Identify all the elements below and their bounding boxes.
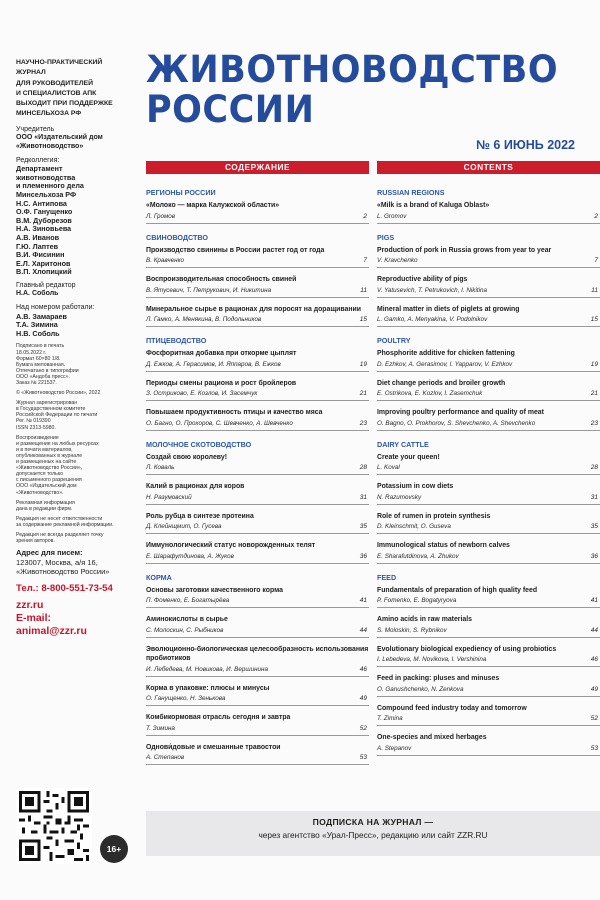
article-page-number: 52 bbox=[590, 715, 598, 723]
founder-block bbox=[16, 126, 134, 152]
article-title: Воспроизводительная способность свиней bbox=[146, 276, 297, 283]
text-line: Журнал зарегистрирован bbox=[16, 400, 78, 407]
article-page-number: 53 bbox=[359, 754, 367, 762]
article-authors: A. Stepanov bbox=[377, 744, 412, 752]
article-authors: Т. Зимина bbox=[146, 724, 175, 732]
text-line: О.Ф. Ганущенко bbox=[16, 207, 73, 217]
staff-list bbox=[16, 313, 134, 339]
text-line: животноводства bbox=[16, 172, 76, 182]
article-title: Основы заготовки качественного корма bbox=[146, 586, 283, 594]
article-page-number: 53 bbox=[590, 744, 598, 752]
article-authors: N. Razumovsky bbox=[377, 493, 422, 501]
section-title: ПТИЦЕВОДСТВО bbox=[146, 336, 207, 345]
text-line: Редакция не всегда разделяет точку bbox=[16, 531, 104, 538]
toc-article[interactable] bbox=[146, 303, 369, 328]
subscription-text: через агентство «Урал-Пресс», редакцию или сайт ZZR.RU bbox=[258, 830, 488, 840]
disclaimer-authors bbox=[16, 532, 134, 544]
article-authors: E. Ostrikova, E. Kozlov, I. Zasemchuk bbox=[377, 390, 483, 398]
article-authors: Д. Ежков, А. Герасимов, И. Яппаров, В. Ежков bbox=[146, 360, 281, 368]
toc-section bbox=[377, 233, 600, 328]
address-label: Адрес для писем: bbox=[16, 548, 83, 558]
toc-article[interactable] bbox=[377, 539, 600, 564]
section-title: FEED bbox=[377, 572, 397, 582]
text-line: Т.А. Зимина bbox=[16, 320, 58, 330]
article-page-number: 7 bbox=[363, 257, 367, 265]
text-line: 18.05.2022 г. bbox=[16, 349, 47, 356]
toc-article[interactable] bbox=[146, 711, 369, 736]
toc-article[interactable] bbox=[377, 199, 600, 224]
article-page-number: 41 bbox=[590, 597, 598, 605]
toc-article[interactable] bbox=[146, 741, 369, 766]
article-page-number: 49 bbox=[590, 685, 598, 693]
text-line: ООО «Андоба пресс». bbox=[16, 373, 70, 380]
email-label: E-mail: bbox=[16, 612, 52, 625]
article-page-number: 11 bbox=[591, 286, 598, 294]
article-title: Evolutionary biological expediency of using probiotics bbox=[377, 645, 557, 653]
article-authors: L. Gamko, A. Menyakina, V. Podolnikov bbox=[377, 316, 488, 324]
section-title: PIGS bbox=[377, 232, 395, 242]
article-page-number: 2 bbox=[594, 212, 598, 220]
article-page-number: 31 bbox=[590, 493, 598, 501]
text-line: Департамент bbox=[16, 164, 63, 174]
article-authors: L. Gromov bbox=[377, 212, 407, 220]
article-authors: D. Ezhkov, A. Gerasimov, I. Yapparov, V. Ezhkov bbox=[377, 360, 513, 368]
article-title: Mineral matter in diets of piglets at growing bbox=[377, 305, 520, 313]
toc-article[interactable] bbox=[146, 273, 369, 298]
article-title: Feed in packing: pluses and minuses bbox=[377, 675, 500, 682]
masthead-column bbox=[16, 58, 134, 638]
text-line: Отпечатано в типографии bbox=[16, 367, 79, 374]
founder-value bbox=[16, 134, 134, 151]
article-authors: В. Ятусевич, Т. Петрукович, И. Никитина bbox=[146, 286, 272, 294]
article-page-number: 35 bbox=[359, 523, 367, 531]
article-title: Amino acids in raw materials bbox=[377, 616, 472, 623]
issue-number: № 6 ИЮНЬ 2022 bbox=[476, 138, 575, 152]
text-line: Российской Федерации по печати bbox=[16, 412, 98, 419]
toc-article[interactable] bbox=[146, 451, 369, 476]
toc-article[interactable] bbox=[146, 584, 369, 609]
article-authors: T. Zimina bbox=[377, 715, 403, 723]
contents-heading-en: CONTENTS bbox=[377, 161, 600, 174]
article-page-number: 36 bbox=[590, 552, 598, 560]
toc-section bbox=[146, 573, 369, 766]
address-lines bbox=[16, 558, 134, 577]
magazine-title bbox=[146, 50, 558, 131]
section-title: DAIRY CATTLE bbox=[377, 439, 429, 449]
toc-article[interactable] bbox=[377, 303, 600, 328]
toc-section bbox=[146, 336, 369, 431]
text-line: допускается только bbox=[16, 471, 64, 478]
article-page-number: 23 bbox=[590, 419, 598, 427]
text-line: Е.Л. Харитонов bbox=[16, 258, 71, 268]
staff-label: Над номером работали: bbox=[16, 304, 95, 312]
article-page-number: 49 bbox=[359, 695, 367, 703]
board-label: Редколлегия: bbox=[16, 156, 60, 164]
board-members bbox=[16, 165, 134, 277]
text-line: И СПЕЦИАЛИСТОВ АПК bbox=[16, 89, 97, 97]
text-line: А.В. Иванов bbox=[16, 232, 60, 242]
article-title: Эволюционно-биологическая целесообразность использования пробиотиков bbox=[146, 645, 369, 663]
article-authors: З. Остриково, Е. Козлов, И. Засемчук bbox=[146, 390, 258, 398]
contents-russian bbox=[146, 161, 369, 774]
registration-info bbox=[16, 400, 134, 430]
toc-article[interactable] bbox=[146, 406, 369, 431]
toc-article[interactable] bbox=[377, 702, 600, 727]
article-page-number: 21 bbox=[359, 390, 367, 398]
article-authors: С. Молоскин, С. Рыбников bbox=[146, 626, 224, 634]
text-line: Рег. № 019390 bbox=[16, 418, 51, 425]
toc-article[interactable] bbox=[377, 672, 600, 697]
article-authors: Л. Громов bbox=[146, 212, 176, 220]
text-line: В.П. Хлопицкий bbox=[16, 267, 72, 277]
text-line: «Животноводство России» bbox=[16, 567, 110, 577]
section-title: РЕГИОНЫ РОССИИ bbox=[146, 188, 216, 197]
toc-article[interactable] bbox=[377, 347, 600, 372]
text-line: дана в редакции фирм. bbox=[16, 505, 73, 512]
text-line: Минсельхоза РФ bbox=[16, 189, 77, 199]
toc-article[interactable] bbox=[377, 731, 600, 756]
sections-ru bbox=[146, 188, 369, 765]
article-title: Role of rumen in protein synthesis bbox=[377, 512, 491, 520]
text-line: с письменного разрешения bbox=[16, 477, 82, 484]
text-line: Рекламная информация bbox=[16, 499, 75, 506]
toc-article[interactable] bbox=[377, 510, 600, 535]
article-title: Производство свинины в России растет год от года bbox=[146, 246, 325, 254]
toc-section bbox=[377, 573, 600, 756]
issue-staff bbox=[16, 304, 134, 338]
article-title: Периоды смены рациона и рост бройлеров bbox=[146, 379, 297, 387]
text-line: ISSN 2313-5980. bbox=[16, 424, 56, 431]
title-line-2: РОССИИ bbox=[146, 89, 315, 132]
article-title: Калий в рационах для коров bbox=[146, 483, 245, 490]
article-page-number: 52 bbox=[359, 724, 367, 732]
article-page-number: 28 bbox=[359, 464, 367, 472]
article-authors: L. Koval bbox=[377, 464, 400, 472]
article-authors: Д. Клейнщмит, О. Гусева bbox=[146, 523, 222, 531]
article-title: Create your queen! bbox=[377, 453, 440, 461]
article-authors: V. Kravchenko bbox=[377, 257, 418, 265]
article-page-number: 2 bbox=[363, 212, 367, 220]
text-line: «Животноводство России», bbox=[16, 465, 83, 472]
toc-section bbox=[146, 188, 369, 224]
article-title: Комбикормовая отрасль сегодня и завтра bbox=[146, 714, 291, 722]
text-line: Н.С. Антипова bbox=[16, 198, 67, 208]
toc-article[interactable] bbox=[377, 377, 600, 402]
reprint-notice bbox=[16, 435, 134, 496]
print-info bbox=[16, 343, 134, 386]
text-line: Воспроизведение bbox=[16, 434, 59, 441]
toc-section bbox=[146, 440, 369, 564]
text-line: ЖУРНАЛ bbox=[16, 69, 46, 77]
article-title: Корма в упаковке: плюсы и минусы bbox=[146, 684, 270, 692]
section-title: КОРМА bbox=[146, 572, 172, 582]
text-line: Н.А. Зиновьева bbox=[16, 224, 72, 234]
article-authors: S. Moloskin, S. Rybnikov bbox=[377, 626, 447, 634]
article-authors: А. Степанов bbox=[146, 754, 185, 762]
toc-article[interactable] bbox=[146, 510, 369, 535]
toc-article[interactable] bbox=[146, 347, 369, 372]
article-title: Однови́довые и смешанные травостои bbox=[146, 743, 281, 751]
text-line: Бумага мелованная. bbox=[16, 361, 66, 368]
article-title: Compound feed industry today and tomorrow bbox=[377, 704, 527, 712]
article-authors: O. Ganushchenko, N. Zenkova bbox=[377, 685, 464, 693]
toc-article[interactable] bbox=[377, 613, 600, 638]
text-line: Редакция не несет ответственности bbox=[16, 515, 103, 522]
chief-editor bbox=[16, 282, 134, 299]
text-line: в Государственном комитете bbox=[16, 406, 86, 413]
subscription-title: ПОДПИСКА НА ЖУРНАЛ — bbox=[312, 817, 434, 827]
article-page-number: 15 bbox=[359, 316, 367, 324]
toc-article[interactable] bbox=[146, 244, 369, 269]
editor-name: Н.А. Соболь bbox=[16, 290, 59, 298]
article-authors: E. Sharafutdinova, A. Zhukov bbox=[377, 552, 459, 560]
text-line: НАУЧНО-ПРАКТИЧЕСКИЙ bbox=[16, 59, 103, 66]
ads-notice bbox=[16, 500, 134, 512]
phone-number: Тел.: 8-800-551-73-54 bbox=[16, 582, 113, 594]
article-title: Reproductive ability of pigs bbox=[377, 276, 468, 283]
article-title: Potassium in cow diets bbox=[377, 483, 454, 490]
sections-en bbox=[377, 188, 600, 756]
article-title: One-species and mixed herbages bbox=[377, 734, 487, 741]
text-line: ООО «Издательский дом bbox=[16, 134, 103, 142]
article-authors: Н. Разумовский bbox=[146, 493, 192, 501]
text-line: Г.Ю. Лаптев bbox=[16, 241, 59, 251]
toc-article[interactable] bbox=[146, 377, 369, 402]
contents-english bbox=[377, 161, 600, 765]
toc-article[interactable] bbox=[146, 199, 369, 224]
article-page-number: 36 bbox=[359, 552, 367, 560]
article-title: Diet change periods and broiler growth bbox=[377, 379, 506, 387]
text-line: «Животноводство» bbox=[16, 142, 84, 150]
qr-code-icon[interactable] bbox=[16, 788, 92, 864]
email-link[interactable]: animal@zzr.ru bbox=[16, 625, 87, 638]
section-title: МОЛОЧНОЕ СКОТОВОДСТВО bbox=[146, 439, 252, 449]
article-title: Immunological status of newborn calves bbox=[377, 542, 510, 549]
article-authors: О. Багно, О. Прохоров, С. Шевченко, А. Шевченко bbox=[146, 419, 293, 427]
article-page-number: 44 bbox=[590, 626, 598, 634]
copyright: © «Животноводство России», 2022 bbox=[16, 390, 101, 397]
article-authors: Л. Гамко, А. Менякина, В. Подольников bbox=[146, 316, 262, 324]
text-line: опубликованных в журнале bbox=[16, 452, 83, 459]
toc-article[interactable] bbox=[377, 643, 600, 668]
section-title: СВИНОВОДСТВО bbox=[146, 232, 208, 242]
text-line: за содержание рекламной информации. bbox=[16, 521, 114, 528]
website-link[interactable]: zzr.ru bbox=[16, 599, 44, 612]
toc-article[interactable] bbox=[377, 451, 600, 476]
text-line: Н.В. Соболь bbox=[16, 328, 60, 338]
article-title: Phosphorite additive for chicken fattening bbox=[377, 350, 515, 357]
article-title: Production of pork in Russia grows from year to year bbox=[377, 246, 552, 254]
mail-address bbox=[16, 548, 134, 577]
article-title: «Milk is a brand of Kaluga Oblast» bbox=[377, 202, 490, 209]
text-line: и в печати материалов, bbox=[16, 446, 73, 453]
article-page-number: 11 bbox=[360, 286, 367, 294]
toc-article[interactable] bbox=[377, 480, 600, 505]
text-line: Заказ № 221537. bbox=[16, 380, 57, 386]
article-title: «Молоко — марка Калужской области» bbox=[146, 202, 280, 209]
article-title: Создай свою королеву! bbox=[146, 453, 227, 461]
text-line: 123007, Москва, а/я 16, bbox=[16, 557, 98, 567]
toc-section bbox=[377, 188, 600, 224]
article-authors: Е. Шарафутдинова, А. Жуков bbox=[146, 552, 234, 560]
text-line: и размещенных на сайте bbox=[16, 459, 77, 466]
text-line: Формат 60×80 1/8. bbox=[16, 355, 61, 362]
text-line: и размещение на любых ресурсах bbox=[16, 440, 99, 447]
editor-label: Главный редактор bbox=[16, 281, 76, 289]
title-line-1: ЖИВОТНОВОДСТВО bbox=[146, 48, 559, 92]
article-authors: D. Kleinschmit, O. Guseva bbox=[377, 523, 451, 531]
text-line: ДЛЯ РУКОВОДИТЕЛЕЙ bbox=[16, 79, 94, 87]
section-title: POULTRY bbox=[377, 336, 411, 345]
toc-article[interactable] bbox=[377, 244, 600, 269]
toc-section bbox=[146, 233, 369, 328]
toc-article[interactable] bbox=[377, 584, 600, 609]
text-line: зрения авторов. bbox=[16, 538, 55, 545]
article-authors: I. Lebedeva, M. Novikova, I. Vershinina bbox=[377, 656, 487, 664]
article-page-number: 41 bbox=[359, 597, 367, 605]
text-line: ВЫХОДИТ ПРИ ПОДДЕРЖКЕ bbox=[16, 100, 113, 108]
text-line: В.И. Фисинин bbox=[16, 250, 65, 260]
text-line: «Животноводство». bbox=[16, 489, 64, 496]
toc-article[interactable] bbox=[377, 406, 600, 431]
toc-article[interactable] bbox=[146, 480, 369, 505]
article-page-number: 46 bbox=[590, 656, 598, 664]
article-title: Фосфоритная добавка при откорме цыплят bbox=[146, 350, 297, 357]
article-page-number: 15 bbox=[590, 316, 598, 324]
article-page-number: 19 bbox=[590, 360, 598, 368]
article-title: Fundamentals of preparation of high quality feed bbox=[377, 586, 538, 594]
subscription-banner bbox=[146, 811, 600, 856]
contents-heading-ru: СОДЕРЖАНИЕ bbox=[146, 161, 369, 174]
article-title: Improving poultry performance and quality of meat bbox=[377, 409, 544, 416]
text-line: ООО «Издательский дом bbox=[16, 483, 77, 490]
article-title: Роль рубца в синтезе протеина bbox=[146, 512, 254, 520]
text-line: А.В. Замараев bbox=[16, 311, 67, 321]
article-title: Аминокислоты в сырье bbox=[146, 616, 228, 623]
text-line: и племенного дела bbox=[16, 181, 84, 191]
article-title: Иммунологический статус новорожденных телят bbox=[146, 542, 316, 549]
toc-article[interactable] bbox=[146, 682, 369, 707]
article-authors: О. Ганущенко, Н. Зенькова bbox=[146, 695, 226, 703]
toc-article[interactable] bbox=[146, 613, 369, 638]
toc-article[interactable] bbox=[377, 273, 600, 298]
toc-section bbox=[377, 440, 600, 564]
text-line: Подписано в печать bbox=[16, 343, 65, 350]
article-page-number: 19 bbox=[359, 360, 367, 368]
article-authors: И. Лебедева, М. Новикова, И. Вершинина bbox=[146, 665, 269, 673]
toc-section bbox=[377, 336, 600, 431]
article-authors: П. Фоменко, Е. Богатырёва bbox=[146, 597, 230, 605]
article-page-number: 21 bbox=[590, 390, 598, 398]
article-page-number: 31 bbox=[359, 493, 367, 501]
editorial-board bbox=[16, 157, 134, 277]
section-title: RUSSIAN REGIONS bbox=[377, 188, 445, 197]
toc-article[interactable] bbox=[146, 643, 369, 677]
article-title: Повышаем продуктивность птицы и качество мяса bbox=[146, 409, 323, 416]
article-page-number: 44 bbox=[359, 626, 367, 634]
article-authors: O. Bagno, O. Prokhorov, S. Shevchenko, A. Shevchenko bbox=[377, 419, 536, 427]
age-rating-badge: 16+ bbox=[100, 835, 128, 863]
article-authors: Л. Коваль bbox=[146, 464, 175, 472]
journal-intro bbox=[16, 58, 134, 120]
article-page-number: 28 bbox=[590, 464, 598, 472]
toc-article[interactable] bbox=[146, 539, 369, 564]
founder-label: Учредитель bbox=[16, 125, 55, 133]
disclaimer-ads bbox=[16, 516, 134, 528]
article-page-number: 46 bbox=[359, 665, 367, 673]
article-authors: В. Кравченко bbox=[146, 257, 185, 265]
article-title: Минеральное сырье в рационах для поросят на доращивании bbox=[146, 305, 361, 313]
article-page-number: 23 bbox=[359, 419, 367, 427]
article-page-number: 35 bbox=[590, 523, 598, 531]
article-page-number: 7 bbox=[594, 257, 598, 265]
text-line: МИНСЕЛЬХОЗА РФ bbox=[16, 110, 82, 118]
text-line: В.М. Дуборезов bbox=[16, 215, 72, 225]
article-authors: V. Yatusevich, T. Petrukovich, I. Nikitina bbox=[377, 286, 488, 294]
article-authors: P. Fomenko, E. Bogatyryova bbox=[377, 597, 457, 605]
